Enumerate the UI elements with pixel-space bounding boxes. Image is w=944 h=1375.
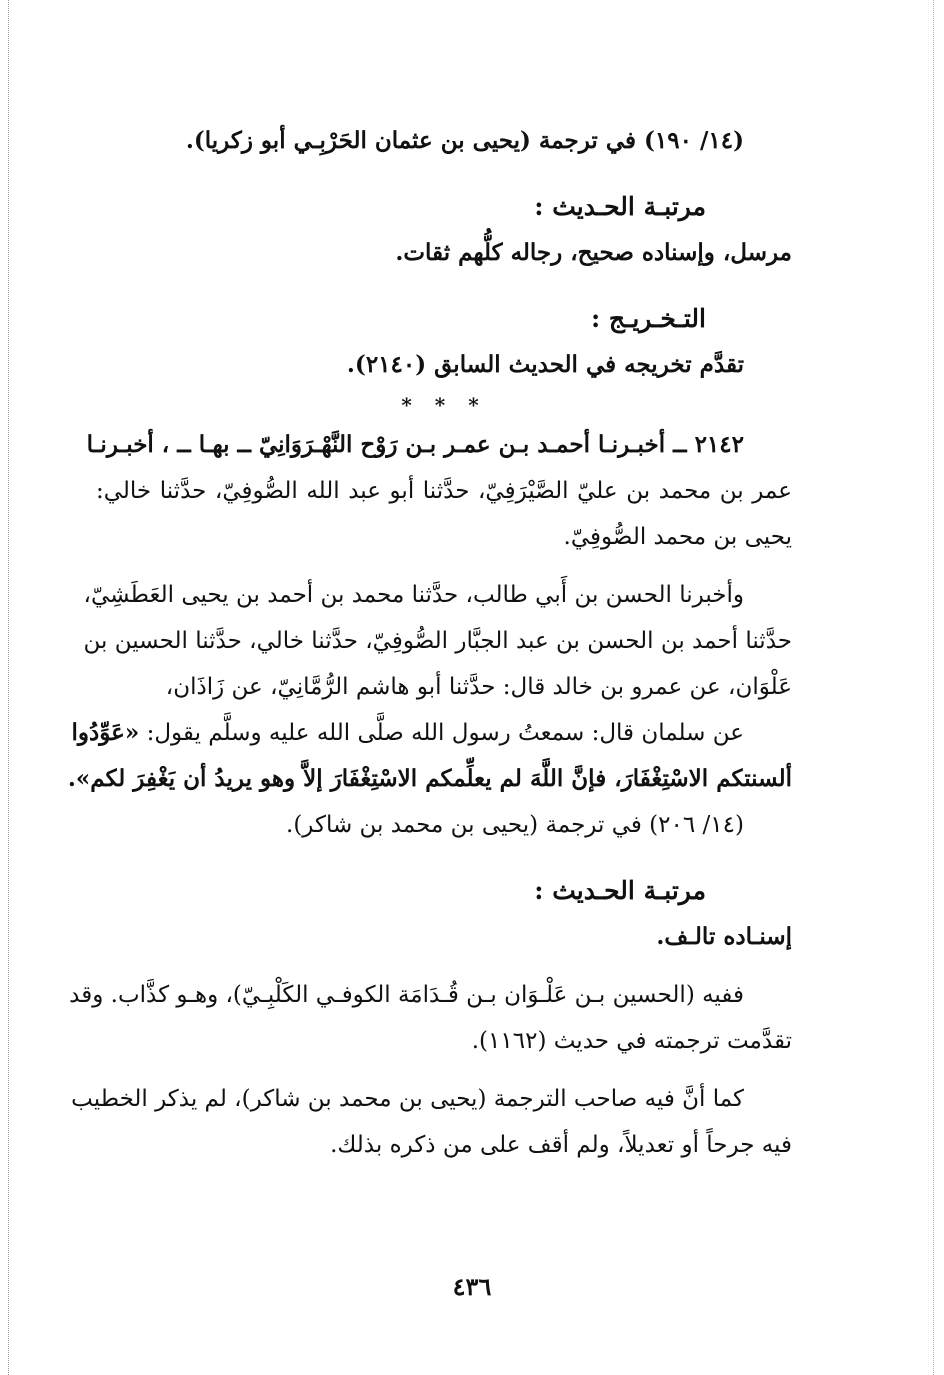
commentary-line-2: تقدَّمت ترجمته في حديث (١١٦٢). [471,1028,792,1054]
section-heading-hadith-grade: مرتبـة الحـديث : [534,192,706,221]
commentary-line-4: فيه جرحاً أو تعديلاً، ولم أقف على من ذكره بذلك. [330,1132,792,1158]
hadith-text-line-7 [71,710,792,756]
hadith-text-line-1: ٢١٤٢ ــ أخبـرنـا أحمـد بـن عمـر بـن رَوْح النَّهْـرَوَانِيّ ــ بهـا ــ ، أخبـرنـا [86,431,744,458]
grade-text-1: مرسل، وإسناده صحيح، رجاله كلُّهم ثقات. [395,239,792,266]
scan-edge-right [933,0,934,1375]
takhrij-text: تقدَّم تخريجه في الحديث السابق (٢١٤٠). [346,351,744,378]
hadith-text-line-6: عَلْوَان، عن عمرو بن خالد قال: حدَّثنا أبو هاشم الرُّمَّانِيّ، عن زَاذَان، [165,674,792,700]
commentary-line-1: ففيه (الحسين بـن عَلْـوَان بـن قُـدَامَة الكوفـي الكَلْبِـيّ)، وهـو كذَّاب. وقد [69,982,744,1008]
hadith-text-line-5: حدَّثنا أحمد بن الحسن بن عبد الجبَّار الصُّوفِيّ، حدَّثنا خالي، حدَّثنا الحسين بن [83,628,792,654]
section-heading-takhrij: التـخـريـج : [590,304,706,333]
hadith-quote-start: «عَوِّدُوا [71,719,140,746]
document-body [67,118,792,1168]
hadith-text-line-7-plain: عن سلمان قال: سمعتُ رسول الله صلَّى الله عليه وسلَّم يقول: [139,720,744,746]
hadith-text-line-4: وأخبرنا الحسن بن أَبي طالب، حدَّثنا محمد بن أحمد بن يحيى العَطَشِيّ، [83,582,744,608]
scan-edge-left [8,0,9,1375]
reference-line-1: (١٤/ ١٩٠) في ترجمة (يحيى بن عثمان الحَرْبِـي أبو زكريا). [185,127,744,154]
section-separator-stars: * * * [401,393,487,417]
hadith-text-line-2: عمر بن محمد بن عليّ الصَّيْرَفِيّ، حدَّثنا أبو عبد الله الصُّوفِيّ، حدَّثنا خالي: [96,478,792,504]
page-number: ٤٣٦ [452,1272,492,1301]
commentary-line-3: كما أنَّ فيه صاحب الترجمة (يحيى بن محمد بن شاكر)، لم يذكر الخطيب [71,1086,744,1112]
grade-text-2: إسنـاده تالـف. [656,923,792,950]
section-heading-hadith-grade-2: مرتبـة الحـديث : [534,876,706,905]
hadith-text-line-3: يحيى بن محمد الصُّوفِيّ. [563,524,792,550]
reference-line-2: (١٤/ ٢٠٦) في ترجمة (يحيى بن محمد بن شاكر). [286,812,744,838]
hadith-quote-text: ألسنتكم الاسْتِغْفَارَ، فإنَّ اللَّهَ لم يعلِّمكم الاسْتِغْفَارَ إلاَّ وهو يريدُ أن يَغْفِرَ لكم». [67,765,792,792]
